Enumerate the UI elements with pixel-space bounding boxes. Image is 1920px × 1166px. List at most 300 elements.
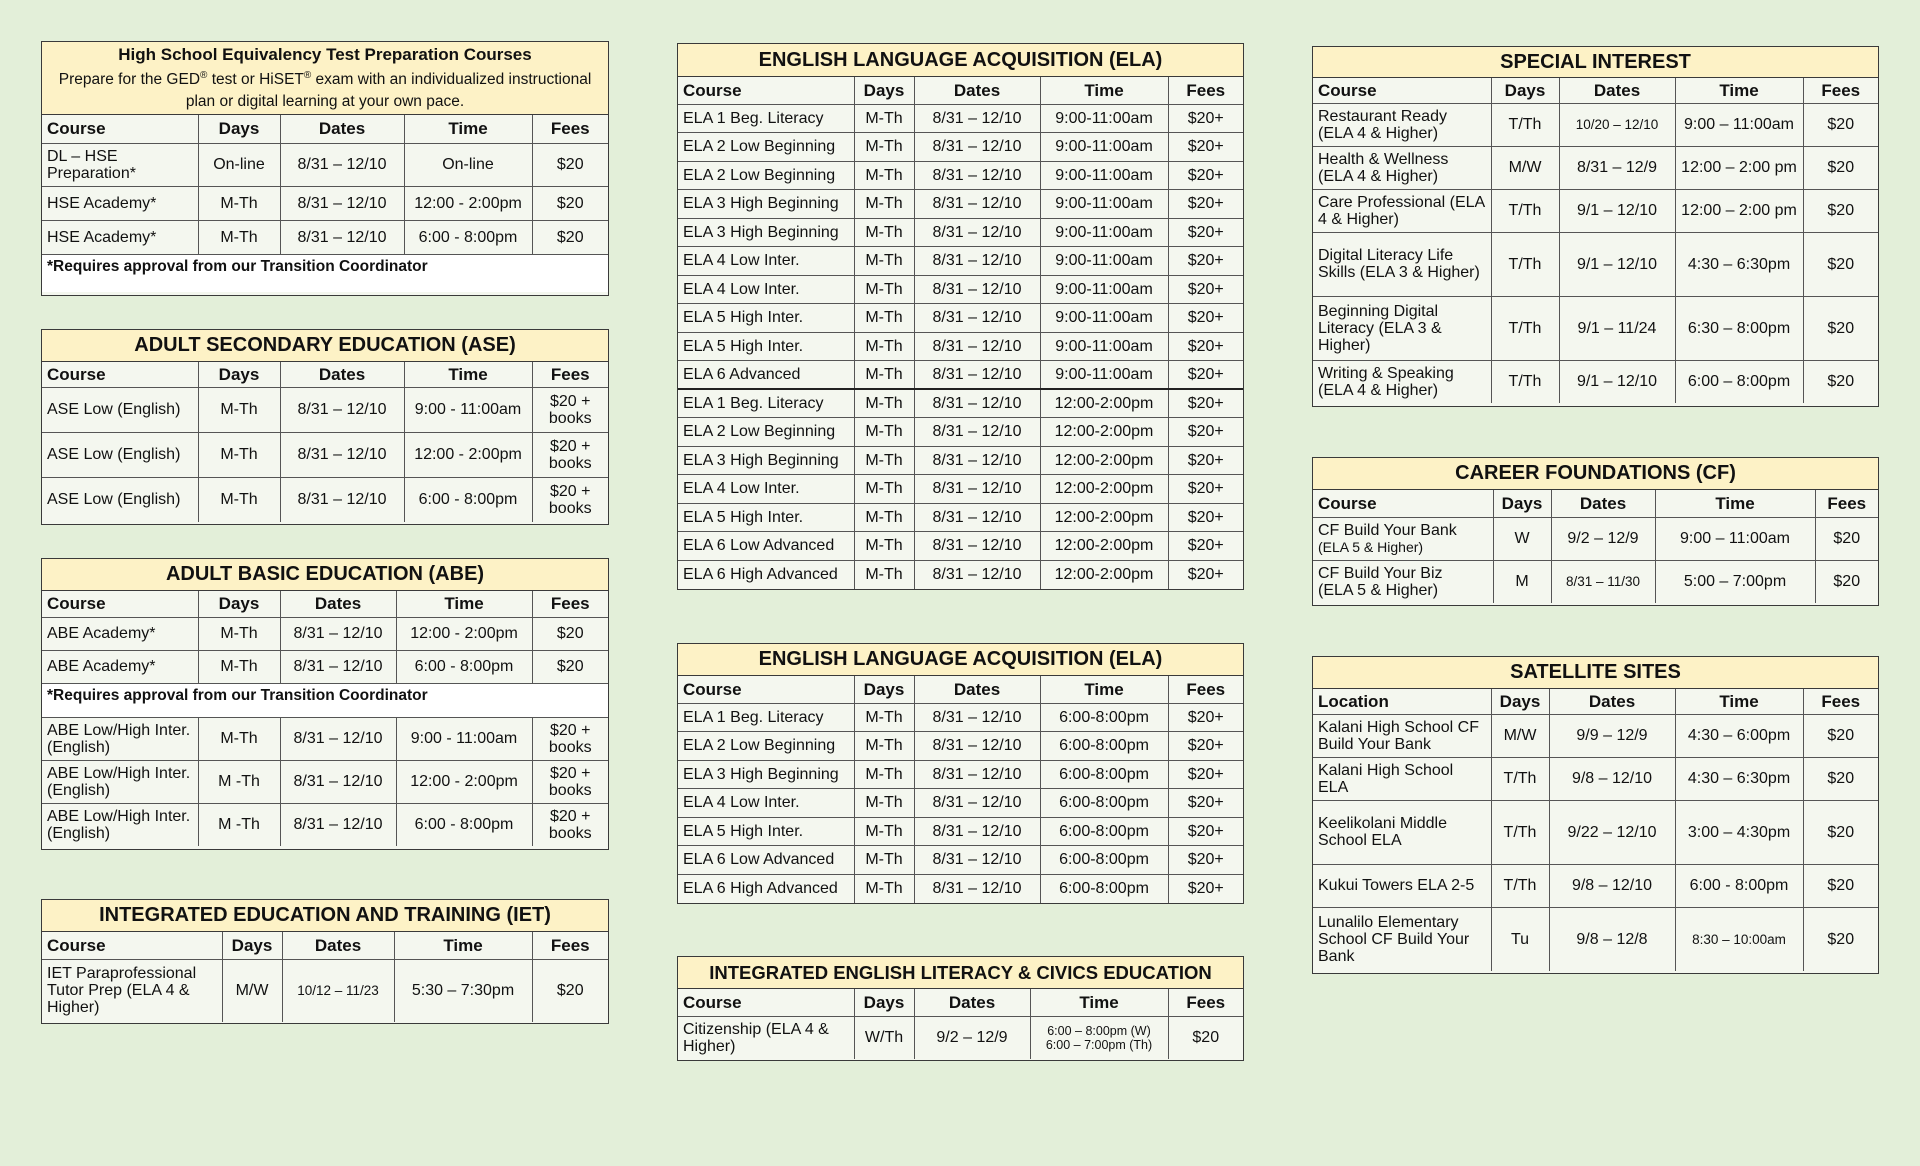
time-cell: 9:00-11:00am	[1040, 190, 1168, 219]
days-cell: T/Th	[1491, 103, 1559, 146]
time-cell: 6:00-8:00pm	[1040, 817, 1168, 846]
table-row	[42, 650, 608, 683]
course-cell: ELA 2 Low Beginning	[678, 161, 854, 190]
col-dates: Dates	[1559, 78, 1675, 103]
time-cell: 12:00 – 2:00 pm	[1675, 146, 1803, 189]
dates-cell: 8/31 – 12/10	[914, 133, 1040, 162]
time-cell: 12:00-2:00pm	[1040, 389, 1168, 418]
fees-cell: $20+	[1168, 332, 1243, 361]
time-cell: 6:30 – 8:00pm	[1675, 296, 1803, 360]
fees-cell: $20	[1803, 800, 1878, 864]
fees-cell: $20	[1803, 103, 1878, 146]
days-cell: M-Th	[198, 717, 280, 760]
time-cell: 9:00 - 11:00am	[404, 387, 532, 432]
fees-cell: $20+	[1168, 846, 1243, 875]
days-cell: M-Th	[854, 560, 914, 589]
col-course: Course	[42, 362, 198, 387]
col-course: Course	[42, 115, 198, 143]
table-row	[1313, 714, 1878, 757]
course-cell: ELA 6 High Advanced	[678, 560, 854, 589]
dates-cell: 8/31 – 12/10	[280, 803, 396, 846]
col-dates: Dates	[914, 989, 1030, 1016]
location-cell: Kalani High School ELA	[1313, 757, 1491, 800]
course-cell: ELA 5 High Inter.	[678, 817, 854, 846]
time-cell: 8:30 – 10:00am	[1675, 907, 1803, 971]
time-cell: 12:00-2:00pm	[1040, 560, 1168, 589]
dates-cell: 8/31 – 12/10	[280, 143, 404, 186]
dates-cell: 8/31 – 12/10	[280, 387, 404, 432]
abe-section	[41, 558, 609, 850]
hse-section	[41, 41, 609, 296]
days-cell: M -Th	[198, 760, 280, 803]
table-row	[1313, 757, 1878, 800]
course-cell: ELA 3 High Beginning	[678, 446, 854, 475]
time-cell: 9:00 – 11:00am	[1675, 103, 1803, 146]
days-cell: T/Th	[1491, 360, 1559, 403]
special-interest-title: SPECIAL INTEREST	[1313, 47, 1878, 78]
course-cell: HSE Academy*	[42, 220, 198, 254]
time-cell: 12:00-2:00pm	[1040, 475, 1168, 504]
fees-cell: $20+	[1168, 532, 1243, 561]
table-row	[1313, 146, 1878, 189]
satellite-sites-section	[1312, 656, 1879, 974]
table-row	[42, 220, 608, 254]
ela-evening-table	[678, 676, 1243, 903]
time-cell: 12:00 - 2:00pm	[404, 432, 532, 477]
course-cell: Writing & Speaking (ELA 4 & Higher)	[1313, 360, 1491, 403]
col-dates: Dates	[282, 932, 394, 959]
course-cell: ABE Low/High Inter. (English)	[42, 760, 198, 803]
course-cell: ELA 1 Beg. Literacy	[678, 389, 854, 418]
table-row	[42, 717, 608, 760]
dates-cell: 9/8 – 12/10	[1549, 757, 1675, 800]
col-days: Days	[1491, 689, 1549, 714]
col-days: Days	[1493, 490, 1551, 517]
time-cell: 4:30 – 6:30pm	[1675, 232, 1803, 296]
time-cell: 9:00-11:00am	[1040, 133, 1168, 162]
time-cell: 5:30 – 7:30pm	[394, 959, 532, 1022]
note-row	[42, 683, 608, 717]
time-cell: 12:00 - 2:00pm	[396, 760, 532, 803]
time-cell: 12:00 - 2:00pm	[404, 186, 532, 220]
course-cell: ELA 5 High Inter.	[678, 304, 854, 333]
fees-cell: $20 + books	[532, 477, 608, 522]
course-cell: ELA 1 Beg. Literacy	[678, 104, 854, 133]
time-cell: 5:00 – 7:00pm	[1655, 560, 1815, 603]
table-row	[1313, 517, 1878, 560]
time-wednesday: 6:00 – 8:00pm (W)	[1047, 1023, 1151, 1038]
fees-cell: $20	[532, 186, 608, 220]
days-cell: On-line	[198, 143, 280, 186]
course-cell: IET Paraprofessional Tutor Prep (ELA 4 & Higher)	[42, 959, 222, 1022]
time-cell	[1030, 1016, 1168, 1059]
days-cell: M-Th	[854, 361, 914, 390]
col-course: Course	[1313, 490, 1493, 517]
fees-cell: $20	[1803, 360, 1878, 403]
dates-cell: 8/31 – 12/10	[914, 361, 1040, 390]
col-course: Course	[678, 676, 854, 703]
course-cell: Care Professional (ELA 4 & Higher)	[1313, 189, 1491, 232]
location-cell: Kukui Towers ELA 2-5	[1313, 864, 1491, 907]
table-row	[678, 503, 1243, 532]
course-cell: ELA 6 High Advanced	[678, 874, 854, 903]
dates-cell: 8/31 – 12/10	[914, 446, 1040, 475]
days-cell: M-Th	[854, 418, 914, 447]
days-cell: M-Th	[854, 104, 914, 133]
dates-cell: 8/31 – 12/10	[914, 532, 1040, 561]
time-cell: 9:00-11:00am	[1040, 247, 1168, 276]
table-row	[42, 186, 608, 220]
table-row	[678, 1016, 1243, 1059]
time-cell: 6:00-8:00pm	[1040, 789, 1168, 818]
dates-cell: 8/31 – 12/10	[914, 846, 1040, 875]
days-cell: M-Th	[854, 389, 914, 418]
time-cell: 3:00 – 4:30pm	[1675, 800, 1803, 864]
days-cell: W/Th	[854, 1016, 914, 1059]
course-level: (ELA 5 & Higher)	[1318, 581, 1439, 599]
table-row	[678, 874, 1243, 903]
table-header-row	[1313, 490, 1878, 517]
table-row	[678, 104, 1243, 133]
fees-cell: $20+	[1168, 817, 1243, 846]
dates-cell: 9/8 – 12/10	[1549, 864, 1675, 907]
ela-evening-title: ENGLISH LANGUAGE ACQUISITION (ELA)	[678, 644, 1243, 676]
table-row	[1313, 103, 1878, 146]
time-cell: 6:00 - 8:00pm	[396, 650, 532, 683]
time-thursday: 6:00 – 7:00pm (Th)	[1045, 1037, 1153, 1052]
note-row	[42, 254, 608, 292]
fees-cell: $20+	[1168, 475, 1243, 504]
col-dates: Dates	[1549, 689, 1675, 714]
course-cell: Beginning Digital Literacy (ELA 3 & Higher)	[1313, 296, 1491, 360]
table-row	[42, 143, 608, 186]
iet-section	[41, 899, 609, 1024]
days-cell: M-Th	[854, 817, 914, 846]
fees-cell: $20 + books	[532, 803, 608, 846]
civics-section	[677, 956, 1244, 1061]
ase-section	[41, 329, 609, 525]
table-row	[678, 789, 1243, 818]
table-row	[1313, 560, 1878, 603]
days-cell: M-Th	[198, 477, 280, 522]
fees-cell: $20	[1803, 714, 1878, 757]
dates-cell: 9/8 – 12/8	[1549, 907, 1675, 971]
course-cell	[1313, 560, 1493, 603]
table-row	[678, 846, 1243, 875]
hse-table	[42, 115, 608, 292]
days-cell: M-Th	[198, 387, 280, 432]
course-cell: ELA 6 Advanced	[678, 361, 854, 390]
special-interest-table	[1313, 78, 1878, 403]
course-cell: Health & Wellness (ELA 4 & Higher)	[1313, 146, 1491, 189]
special-interest-section	[1312, 46, 1879, 407]
dates-cell: 8/31 – 12/10	[914, 503, 1040, 532]
course-cell: ELA 3 High Beginning	[678, 760, 854, 789]
dates-cell: 8/31 – 12/10	[914, 817, 1040, 846]
fees-cell: $20	[532, 650, 608, 683]
fees-cell: $20+	[1168, 874, 1243, 903]
time-cell: 6:00 - 8:00pm	[404, 477, 532, 522]
fees-cell: $20+	[1168, 190, 1243, 219]
career-foundations-table	[1313, 490, 1878, 603]
days-cell: M-Th	[854, 190, 914, 219]
satellite-sites-title: SATELLITE SITES	[1313, 657, 1878, 689]
time-cell: 9:00 – 11:00am	[1655, 517, 1815, 560]
days-cell: M-Th	[854, 703, 914, 732]
table-row	[678, 760, 1243, 789]
course-cell: ELA 6 Low Advanced	[678, 846, 854, 875]
fees-cell: $20+	[1168, 247, 1243, 276]
col-days: Days	[198, 115, 280, 143]
table-row	[678, 133, 1243, 162]
course-cell: ELA 2 Low Beginning	[678, 418, 854, 447]
days-cell: T/Th	[1491, 864, 1549, 907]
fees-cell: $20	[1803, 232, 1878, 296]
dates-cell: 9/9 – 12/9	[1549, 714, 1675, 757]
table-row	[678, 817, 1243, 846]
time-cell: 9:00-11:00am	[1040, 275, 1168, 304]
fees-cell: $20+	[1168, 218, 1243, 247]
course-cell: Digital Literacy Life Skills (ELA 3 & Higher)	[1313, 232, 1491, 296]
table-header-row	[678, 77, 1243, 104]
fees-cell: $20	[532, 617, 608, 650]
table-row	[42, 432, 608, 477]
fees-cell: $20+	[1168, 560, 1243, 589]
days-cell: M-Th	[198, 650, 280, 683]
time-cell: 6:00-8:00pm	[1040, 760, 1168, 789]
career-foundations-title: CAREER FOUNDATIONS (CF)	[1313, 458, 1878, 490]
course-cell: ELA 5 High Inter.	[678, 332, 854, 361]
dates-cell: 9/1 – 11/24	[1559, 296, 1675, 360]
table-header-row	[678, 989, 1243, 1016]
course-cell: DL – HSE Preparation*	[42, 143, 198, 186]
days-cell: M-Th	[198, 220, 280, 254]
iet-table	[42, 932, 608, 1022]
ela-day-section	[677, 43, 1244, 590]
dates-cell: 9/1 – 12/10	[1559, 232, 1675, 296]
fees-cell: $20	[1168, 1016, 1243, 1059]
days-cell: M-Th	[854, 789, 914, 818]
col-time: Time	[404, 115, 532, 143]
table-row	[42, 477, 608, 522]
col-fees: Fees	[532, 362, 608, 387]
fees-cell: $20+	[1168, 389, 1243, 418]
course-name: CF Build Your Biz	[1318, 564, 1443, 582]
fees-cell: $20	[1803, 757, 1878, 800]
course-cell: ABE Academy*	[42, 617, 198, 650]
days-cell: M-Th	[854, 133, 914, 162]
dates-cell: 8/31 – 12/10	[914, 304, 1040, 333]
col-fees: Fees	[1803, 78, 1878, 103]
col-days: Days	[854, 77, 914, 104]
table-row	[678, 247, 1243, 276]
fees-cell: $20+	[1168, 446, 1243, 475]
col-fees: Fees	[532, 115, 608, 143]
dates-cell: 8/31 – 12/10	[280, 477, 404, 522]
days-cell: M-Th	[854, 760, 914, 789]
time-cell: 9:00-11:00am	[1040, 161, 1168, 190]
ela-evening-section	[677, 643, 1244, 904]
location-cell: Lunalilo Elementary School CF Build Your Bank	[1313, 907, 1491, 971]
col-dates: Dates	[1551, 490, 1655, 517]
fees-cell: $20+	[1168, 161, 1243, 190]
col-time: Time	[1655, 490, 1815, 517]
course-cell: ELA 1 Beg. Literacy	[678, 703, 854, 732]
hse-title-block	[42, 42, 608, 115]
table-header-row	[42, 932, 608, 959]
dates-cell: 8/31 – 12/10	[914, 560, 1040, 589]
days-cell: M-Th	[854, 874, 914, 903]
fees-cell: $20+	[1168, 275, 1243, 304]
course-cell: ELA 3 High Beginning	[678, 218, 854, 247]
fees-cell: $20+	[1168, 133, 1243, 162]
dates-cell: 8/31 – 12/10	[914, 275, 1040, 304]
course-cell: ELA 3 High Beginning	[678, 190, 854, 219]
col-days: Days	[854, 989, 914, 1016]
table-row	[678, 161, 1243, 190]
dates-cell: 9/22 – 12/10	[1549, 800, 1675, 864]
time-cell: 6:00-8:00pm	[1040, 874, 1168, 903]
table-row	[678, 304, 1243, 333]
table-row	[678, 218, 1243, 247]
course-cell: Citizenship (ELA 4 & Higher)	[678, 1016, 854, 1059]
dates-cell: 8/31 – 12/10	[914, 104, 1040, 133]
dates-cell: 8/31 – 12/10	[280, 717, 396, 760]
table-header-row	[1313, 689, 1878, 714]
fees-cell: $20+	[1168, 361, 1243, 390]
fees-cell: $20	[1803, 146, 1878, 189]
table-row	[42, 803, 608, 846]
table-row	[42, 959, 608, 1022]
fees-cell: $20 + books	[532, 387, 608, 432]
satellite-sites-table	[1313, 689, 1878, 971]
days-cell: M-Th	[854, 446, 914, 475]
table-row	[678, 560, 1243, 589]
table-row	[678, 389, 1243, 418]
days-cell: M	[1493, 560, 1551, 603]
fees-cell: $20+	[1168, 304, 1243, 333]
table-row	[678, 332, 1243, 361]
course-level: (ELA 5 & Higher)	[1318, 539, 1424, 555]
days-cell: M/W	[1491, 146, 1559, 189]
time-cell: 9:00 - 11:00am	[396, 717, 532, 760]
fees-cell: $20+	[1168, 104, 1243, 133]
table-row	[678, 361, 1243, 390]
course-cell: ASE Low (English)	[42, 432, 198, 477]
table-header-row	[678, 676, 1243, 703]
days-cell: M-Th	[854, 846, 914, 875]
table-header-row	[42, 591, 608, 617]
fees-cell: $20+	[1168, 789, 1243, 818]
fees-cell: $20 + books	[532, 432, 608, 477]
col-fees: Fees	[1168, 676, 1243, 703]
days-cell: T/Th	[1491, 189, 1559, 232]
col-dates: Dates	[914, 77, 1040, 104]
days-cell: M-Th	[854, 275, 914, 304]
course-cell: ELA 6 Low Advanced	[678, 532, 854, 561]
fees-cell: $20+	[1168, 418, 1243, 447]
time-cell: 6:00-8:00pm	[1040, 732, 1168, 761]
time-cell: 4:30 – 6:00pm	[1675, 714, 1803, 757]
dates-cell: 8/31 – 12/10	[280, 617, 396, 650]
days-cell: M-Th	[854, 332, 914, 361]
table-row	[1313, 296, 1878, 360]
col-time: Time	[1675, 689, 1803, 714]
table-row	[1313, 232, 1878, 296]
col-time: Time	[1040, 676, 1168, 703]
days-cell: M-Th	[854, 161, 914, 190]
col-dates: Dates	[280, 362, 404, 387]
table-row	[678, 275, 1243, 304]
col-fees: Fees	[1168, 989, 1243, 1016]
course-cell: ELA 4 Low Inter.	[678, 275, 854, 304]
time-cell: 12:00-2:00pm	[1040, 532, 1168, 561]
days-cell: T/Th	[1491, 757, 1549, 800]
dates-cell: 8/31 – 12/10	[280, 760, 396, 803]
table-row	[1313, 864, 1878, 907]
col-course: Course	[42, 591, 198, 617]
days-cell: T/Th	[1491, 232, 1559, 296]
career-foundations-section	[1312, 457, 1879, 606]
days-cell: M-Th	[198, 432, 280, 477]
table-row	[678, 418, 1243, 447]
fees-cell: $20	[1815, 517, 1878, 560]
ase-table	[42, 362, 608, 522]
time-cell: 9:00-11:00am	[1040, 104, 1168, 133]
days-cell: M/W	[222, 959, 282, 1022]
days-cell: M-Th	[198, 186, 280, 220]
col-course: Course	[42, 932, 222, 959]
dates-cell: 9/1 – 12/10	[1559, 360, 1675, 403]
days-cell: W	[1493, 517, 1551, 560]
col-days: Days	[1491, 78, 1559, 103]
time-cell: 12:00 - 2:00pm	[396, 617, 532, 650]
table-row	[678, 190, 1243, 219]
time-cell: 9:00-11:00am	[1040, 304, 1168, 333]
dates-cell: 8/31 – 12/10	[914, 190, 1040, 219]
course-cell: ABE Academy*	[42, 650, 198, 683]
dates-cell: 8/31 – 12/10	[280, 432, 404, 477]
days-cell: M-Th	[854, 304, 914, 333]
dates-cell: 8/31 – 12/10	[280, 220, 404, 254]
col-time: Time	[396, 591, 532, 617]
table-row	[1313, 907, 1878, 971]
col-fees: Fees	[532, 932, 608, 959]
dates-cell: 10/12 – 11/23	[282, 959, 394, 1022]
table-header-row	[42, 115, 608, 143]
fees-cell: $20	[1803, 296, 1878, 360]
col-fees: Fees	[1168, 77, 1243, 104]
col-days: Days	[198, 591, 280, 617]
dates-cell: 8/31 – 12/10	[914, 247, 1040, 276]
time-cell: On-line	[404, 143, 532, 186]
time-cell: 6:00-8:00pm	[1040, 703, 1168, 732]
course-cell: HSE Academy*	[42, 186, 198, 220]
col-location: Location	[1313, 689, 1491, 714]
days-cell: T/Th	[1491, 296, 1559, 360]
days-cell: M-Th	[198, 617, 280, 650]
dates-cell: 8/31 – 12/10	[914, 703, 1040, 732]
time-cell: 12:00-2:00pm	[1040, 446, 1168, 475]
col-days: Days	[198, 362, 280, 387]
iet-title: INTEGRATED EDUCATION AND TRAINING (IET)	[42, 900, 608, 932]
fees-cell: $20	[1803, 907, 1878, 971]
table-header-row	[42, 362, 608, 387]
days-cell: T/Th	[1491, 800, 1549, 864]
col-fees: Fees	[532, 591, 608, 617]
table-row	[678, 732, 1243, 761]
fees-cell: $20+	[1168, 703, 1243, 732]
